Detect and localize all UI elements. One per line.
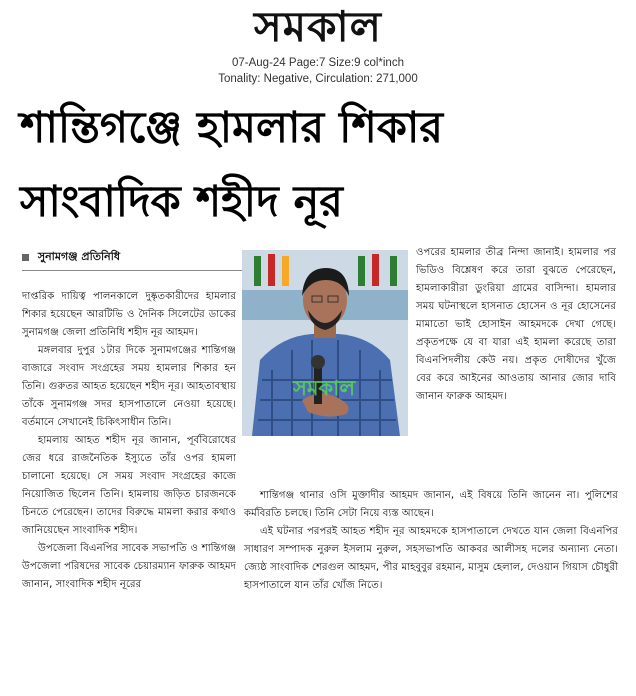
paragraph: এই ঘটনার পরপরই আহত শহীদ নূর আহমদকে হাসপাতালে দেখতে যান জেলা বিএনপির সাধারণ সম্পাদক নুরুল ইসলাম নুরুল, সহসভাপতি আকবর আলীসহ দলের অন্যান্য নেতা। জ্যেষ্ঠ সাংবাদিক শেরগুল আহমদ, পীর মাহবুবুর রহমান, মাসুম হেলাল, দেওয়ান গিয়াস চৌধুরী হাসপাতালে যান তাঁর খোঁজ নিতে।: [244, 526, 618, 591]
byline-text: সুনামগঞ্জ প্রতিনিধি: [37, 250, 121, 263]
clip-meta-line1: 07-Aug-24 Page:7 Size:9 col*inch: [232, 57, 404, 69]
reporter-photo-icon: [242, 250, 408, 436]
paragraph: শান্তিগঞ্জ থানার ওসি মুক্তাদীর আহমদ জানান, এই বিষয়ে তিনি জানেন না। পুলিশের কর্মবিরতি চলছে। তিনি সেটা নিয়ে ব্যস্ত আছেন।: [244, 490, 618, 519]
right-column-top: [416, 244, 616, 406]
paragraph: ওপরের হামলার তীব্র নিন্দা জানাই। হামলার পর ভিডিও বিশ্লেষণ করে তারা বুঝতে পেরেছেন, হামলাকারীরা ডুংরিয়া গ্রামের বাসিন্দা। হামলার সময় ঘটনাস্থলে হাসনাত হোসেন ও নূর হোসেনের মামাতো ভাই হোসাইন আহমদকে দেখা গেছে। প্রকৃতপক্ষে যে বা যারা এই হামলা করেছে তারা বিএনপিদলীয় কেউ নয়। প্রকৃত দোষীদের খুঁজে বের করে আইনের আওতায় আনার জোর দাবি জানান ফারুক আহমদ।: [416, 247, 616, 402]
byline: [22, 248, 242, 271]
headline-line1: শান্তিগঞ্জে হামলার শিকার: [20, 103, 444, 153]
left-column: [22, 288, 236, 594]
right-column-bottom: [244, 487, 618, 595]
article-photo: [242, 250, 408, 436]
headline-line2: সাংবাদিক শহীদ নূর: [20, 177, 343, 227]
clip-meta-line2: Tonality: Negative, Circulation: 271,000: [218, 73, 418, 85]
paragraph: দাপ্তরিক দায়িত্ব পালনকালে দুষ্কৃতকারীদের হামলার শিকার হয়েছেন আরটিভি ও দৈনিক সিলেটের ডাকের সুনামগঞ্জ জেলা প্রতিনিধি শহীদ নূর আহমদ।: [22, 291, 236, 338]
masthead-logo: সমকাল: [254, 2, 382, 51]
photo-watermark: সমকাল: [293, 376, 355, 400]
paragraph: মঙ্গলবার দুপুর ১টার দিকে সুনামগঞ্জের শান্তিগঞ্জ বাজারে সংবাদ সংগ্রহের সময় হামলার শিকার হন তিনি। গুরুতর আহত হয়েছেন শহীদ নূর। আহতাবস্থায় তাঁকে সুনামগঞ্জ সদর হাসপাতালে নেওয়া হয়েছে। বর্তমানে সেখানেই চিকিৎসাধীন তিনি।: [22, 345, 236, 428]
paragraph: হামলায় আহত শহীদ নূর জানান, পূর্ববিরোধের জের ধরে রাজনৈতিক ইস্যুতে তাঁর ওপর হামলা চালানো হয়েছে। সে সময় সংবাদ সংগ্রহের কাজে নিয়োজিত ছিলেন তিনি। হামলায় জড়িত চারজনকে চিনতে পেরেছেন। তাদের বিরুদ্ধে মামলা করার কথাও জানিয়েছেন সাংবাদিক শহীদ।: [22, 435, 236, 536]
paragraph: উপজেলা বিএনপির সাবেক সভাপতি ও শান্তিগঞ্জ উপজেলা পরিষদের সাবেক চেয়ারম্যান ফারুক আহমদ জানান, সাংবাদিক শহীদ নূরের: [22, 543, 236, 590]
byline-square-icon: [22, 254, 29, 261]
